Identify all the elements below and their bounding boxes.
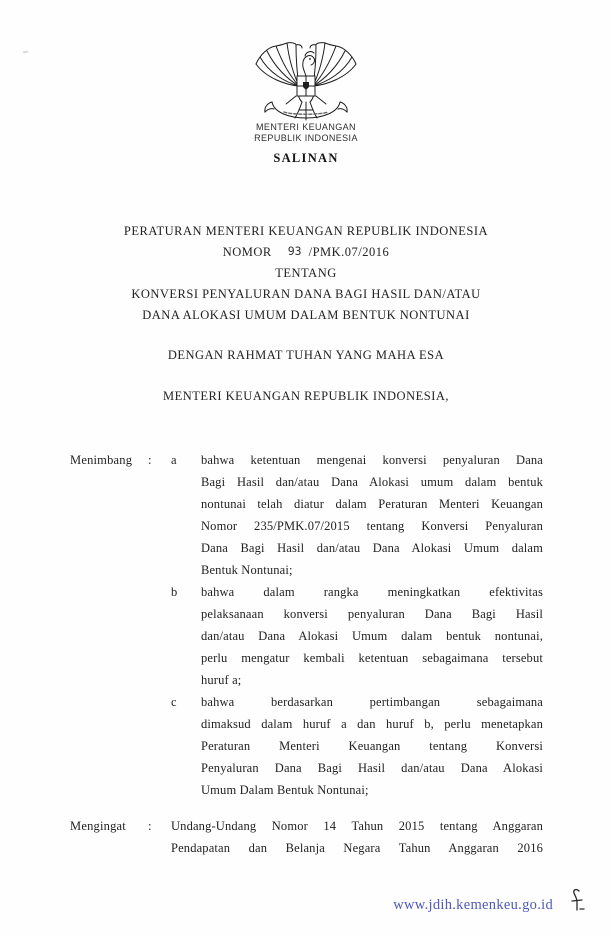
paraph-mark — [569, 887, 587, 919]
text-line: Umum Dalam Bentuk Nontunai; — [201, 783, 369, 797]
clause-letter: c — [171, 695, 177, 709]
menimbang-section — [0, 449, 612, 801]
salinan-stamp: SALINAN — [273, 151, 339, 165]
clause-text — [201, 691, 543, 801]
text-line: Nomor 235/PMK.07/2015 tentang Konversi Penyaluran — [201, 519, 543, 533]
text-line: Bagi Hasil dan/atau Dana Alokasi umum dalam bentuk — [201, 475, 543, 489]
jdih-url[interactable]: www.jdih.kemenkeu.go.id — [393, 897, 553, 913]
subject-line-1: KONVERSI PENYALURAN DANA BAGI HASIL DAN/ATAU — [131, 287, 481, 301]
clause-label: Menimbang — [70, 453, 133, 467]
clause-label — [70, 691, 148, 801]
clause-colon — [148, 691, 171, 801]
clause-colon: : — [148, 819, 152, 833]
clause-text — [171, 815, 543, 859]
text-line: bahwa dalam rangka meningkatkan efektivitas — [201, 585, 543, 599]
clause-label: Mengingat — [70, 819, 126, 833]
text-line: bahwa berdasarkan pertimbangan sebagaimana — [201, 695, 543, 709]
clause-colon: : — [148, 453, 152, 467]
text-line: Penyaluran Dana Bagi Hasil dan/atau Dana Alokasi — [201, 761, 543, 775]
number-label: NOMOR — [222, 245, 272, 259]
text-line: Undang-Undang Nomor 14 Tahun 2015 tentang Anggaran — [171, 819, 543, 833]
mengingat-section — [0, 815, 612, 859]
regulation-number-line — [0, 242, 612, 263]
garuda-pancasila-emblem — [252, 40, 360, 122]
clause-colon — [148, 581, 171, 691]
tentang-label: TENTANG — [275, 266, 337, 280]
clause-item-b — [70, 581, 543, 691]
ministry-name-line1: MENTERI KEUANGAN — [256, 122, 356, 132]
text-line: bahwa ketentuan mengenai konversi penyaluran Dana — [201, 453, 543, 467]
clause-letter: a — [171, 453, 177, 467]
clause-text — [201, 581, 543, 691]
text-line: Dana Bagi Hasil dan/atau Dana Alokasi Umum dalam — [201, 541, 543, 555]
text-line: dan/atau Dana Alokasi Umum dalam bentuk nontunai, — [201, 629, 543, 643]
subject-line-2: DANA ALOKASI UMUM DALAM BENTUK NONTUNAI — [142, 308, 470, 322]
text-line: Pendapatan dan Belanja Negara Tahun Anggaran 2016 — [171, 841, 543, 855]
text-line: nontunai telah diatur dalam Peraturan Menteri Keuangan — [201, 497, 543, 511]
ministry-name-line2: REPUBLIK INDONESIA — [254, 133, 358, 143]
regulation-heading: PERATURAN MENTERI KEUANGAN REPUBLIK INDONESIA — [123, 224, 489, 238]
number-value: 93 — [287, 244, 302, 258]
text-line: huruf a; — [201, 673, 242, 687]
text-line: Bentuk Nontunai; — [201, 563, 293, 577]
number-suffix: /PMK.07/2016 — [308, 245, 390, 259]
text-line: Peraturan Menteri Keuangan tentang Konversi — [201, 739, 543, 753]
clause-item-basis — [70, 815, 543, 859]
letterhead — [0, 0, 612, 166]
text-line: perlu mengatur kembali ketentuan sebagaimana tersebut — [201, 651, 543, 665]
title-block — [0, 221, 612, 407]
clause-letter: b — [171, 585, 178, 599]
clause-item-c — [70, 691, 543, 801]
issuer-line: MENTERI KEUANGAN REPUBLIK INDONESIA, — [162, 389, 450, 403]
clause-text — [201, 449, 543, 581]
text-line: dimaksud dalam huruf a dan huruf b, perlu menetapkan — [201, 717, 543, 731]
invocation-line: DENGAN RAHMAT TUHAN YANG MAHA ESA — [167, 348, 445, 362]
text-line: pelaksanaan konversi penyaluran Dana Bagi Hasil — [201, 607, 543, 621]
clause-item-a — [70, 449, 543, 581]
clause-label — [70, 581, 148, 691]
